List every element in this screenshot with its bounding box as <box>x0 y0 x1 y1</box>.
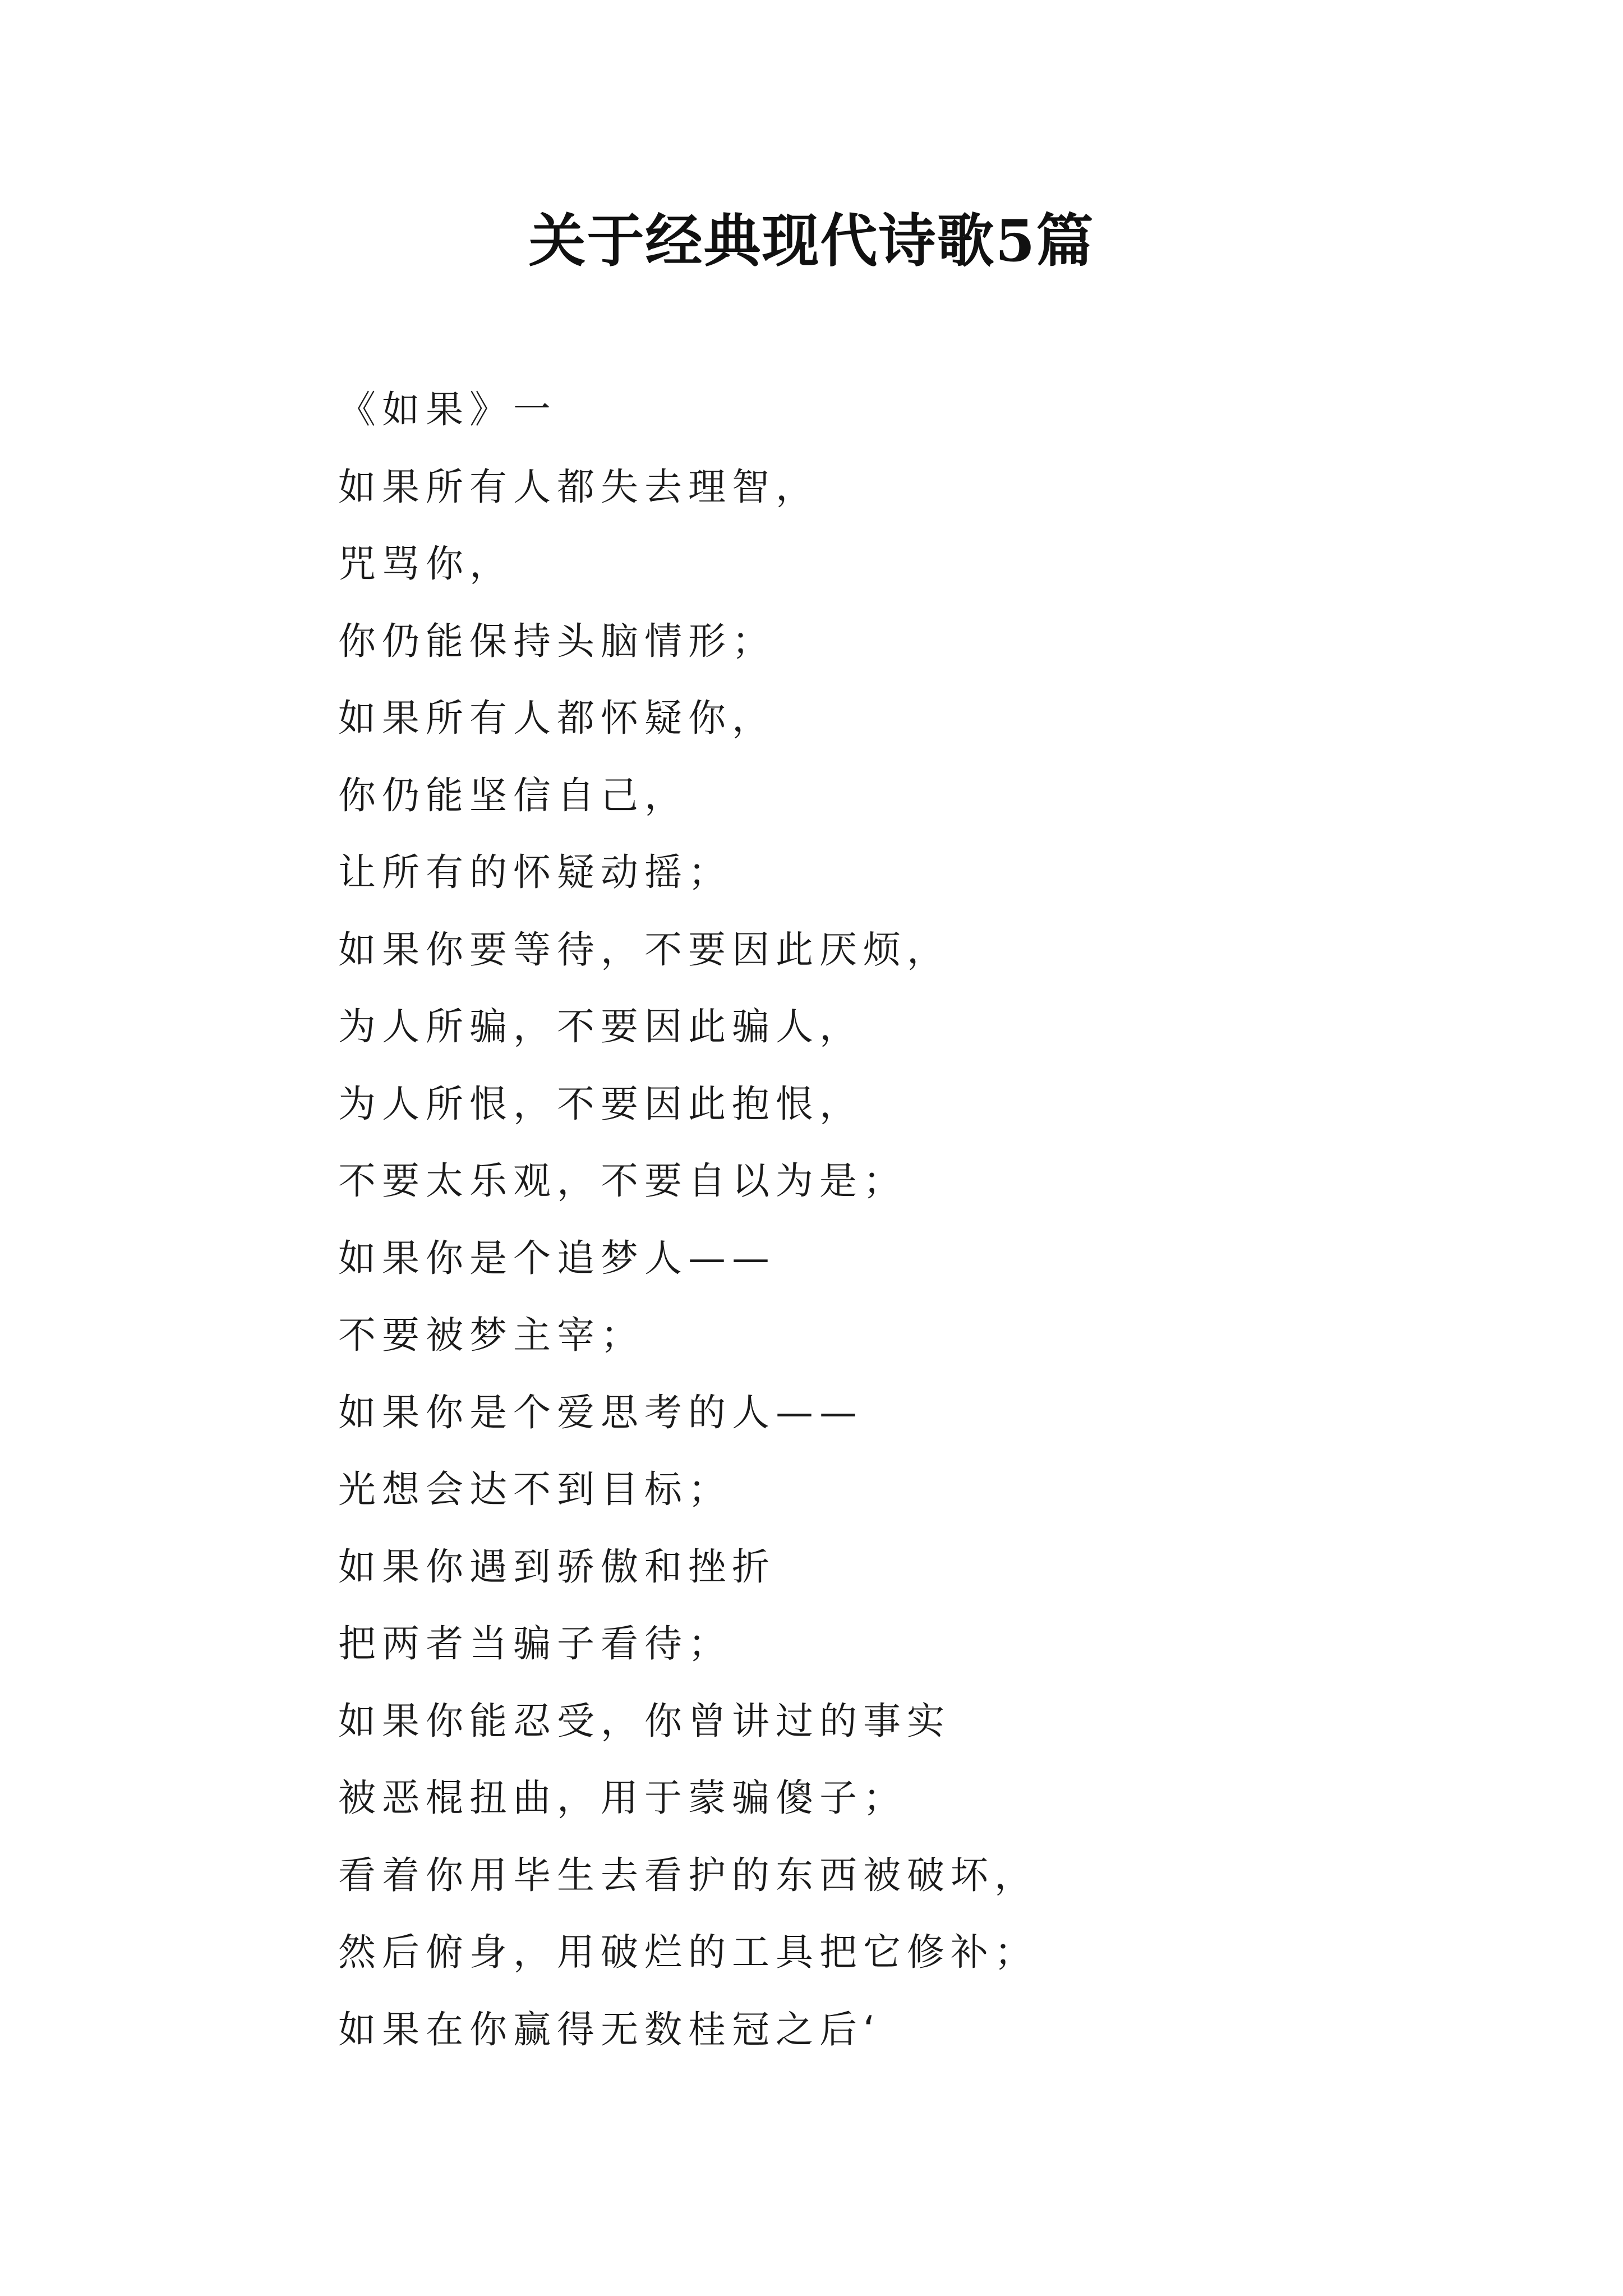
poem-line: 《如果》一 <box>338 388 557 431</box>
poem-line: 不要太乐观，不要自以为是； <box>338 1159 907 1203</box>
poem-line: 如果你是个爱思考的人—— <box>338 1390 863 1434</box>
poem-line: 如果在你赢得无数桂冠之后‘ <box>338 2007 882 2051</box>
poem-line: 如果你要等待，不要因此厌烦， <box>338 927 951 972</box>
poem-line: 如果你是个追梦人—— <box>338 1236 776 1280</box>
poem-line: 如果所有人都怀疑你， <box>338 696 776 740</box>
poem-line: 你仍能坚信自己， <box>338 773 688 817</box>
poem-line: 看着你用毕生去看护的东西被破坏， <box>338 1853 1038 1897</box>
poem-body <box>338 371 1516 2068</box>
poem-line: 如果你能忍受，你曾讲过的事实 <box>338 1699 951 1743</box>
poem-line: 为人所恨，不要因此抱恨， <box>338 1082 863 1126</box>
poem-line: 然后俯身，用破烂的工具把它修补； <box>338 1930 1038 1974</box>
poem-line: 为人所骗，不要因此骗人， <box>338 1005 863 1048</box>
poem-line: 咒骂你， <box>338 542 513 586</box>
poem-line: 不要被梦主宰； <box>338 1313 644 1357</box>
document-title: 关于经典现代诗歌5篇 <box>528 208 1095 275</box>
poem-line: 光想会达不到目标； <box>338 1467 732 1511</box>
poem-line: 让所有的怀疑动摇； <box>338 850 732 894</box>
poem-line: 如果所有人都失去理智， <box>338 464 819 509</box>
poem-line: 把两者当骗子看待； <box>338 1622 732 1665</box>
poem-line: 你仍能保持头脑情形； <box>338 619 776 663</box>
poem-line: 如果你遇到骄傲和挫折 <box>338 1544 776 1589</box>
poem-line: 被恶棍扭曲，用于蒙骗傻子； <box>338 1776 907 1820</box>
